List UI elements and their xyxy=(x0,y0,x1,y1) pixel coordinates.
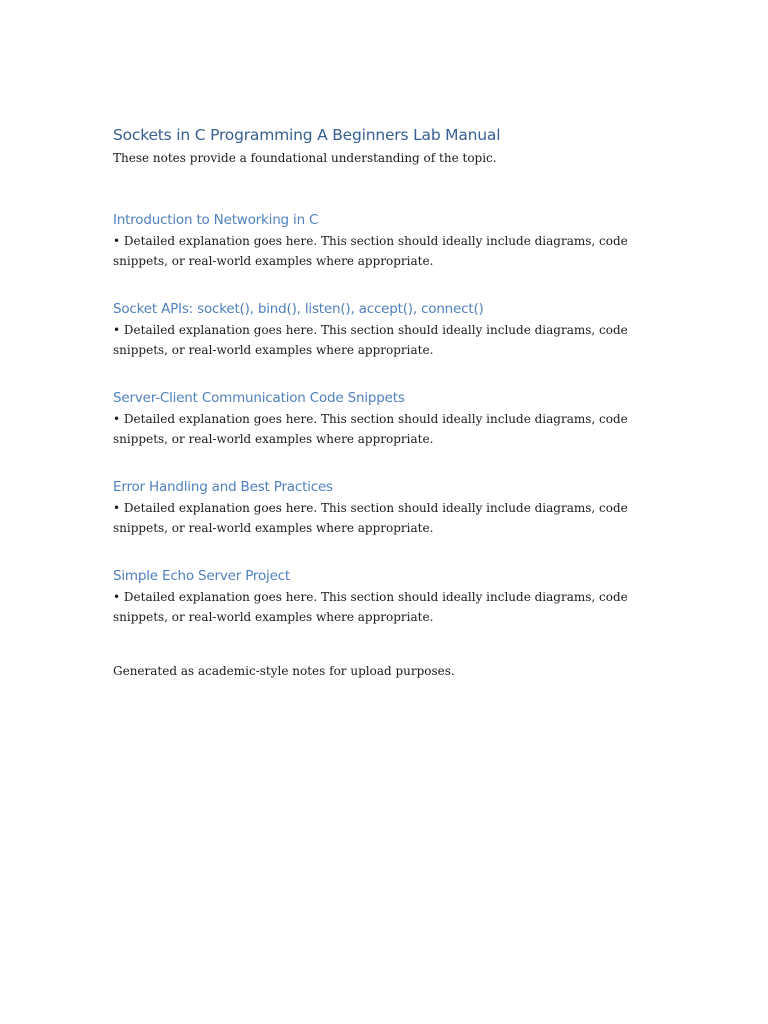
section-socket-apis xyxy=(113,299,633,360)
document-content xyxy=(113,124,633,681)
section-heading: Server-Client Communication Code Snippets xyxy=(113,390,405,406)
section-body: • Detailed explanation goes here. This section should ideally include diagrams, code snippets, or real-world examples where appropriate. xyxy=(113,234,628,268)
section-heading: Error Handling and Best Practices xyxy=(113,479,333,495)
document-title: Sockets in C Programming A Beginners Lab Manual xyxy=(113,126,501,144)
footer-note: Generated as academic-style notes for upload purposes. xyxy=(113,664,455,678)
section-body: • Detailed explanation goes here. This section should ideally include diagrams, code snippets, or real-world examples where appropriate. xyxy=(113,323,628,357)
section-heading: Introduction to Networking in C xyxy=(113,212,319,228)
section-heading: Simple Echo Server Project xyxy=(113,568,290,584)
section-body: • Detailed explanation goes here. This section should ideally include diagrams, code snippets, or real-world examples where appropriate. xyxy=(113,412,628,446)
section-body: • Detailed explanation goes here. This section should ideally include diagrams, code snippets, or real-world examples where appropriate. xyxy=(113,590,628,624)
section-heading: Socket APIs: socket(), bind(), listen(), accept(), connect() xyxy=(113,301,484,317)
document-intro: These notes provide a foundational understanding of the topic. xyxy=(113,151,497,165)
section-networking-intro xyxy=(113,210,633,271)
section-server-client xyxy=(113,388,633,449)
section-error-handling xyxy=(113,477,633,538)
section-echo-server xyxy=(113,566,633,627)
section-body: • Detailed explanation goes here. This section should ideally include diagrams, code snippets, or real-world examples where appropriate. xyxy=(113,501,628,535)
sections-list xyxy=(113,210,633,627)
